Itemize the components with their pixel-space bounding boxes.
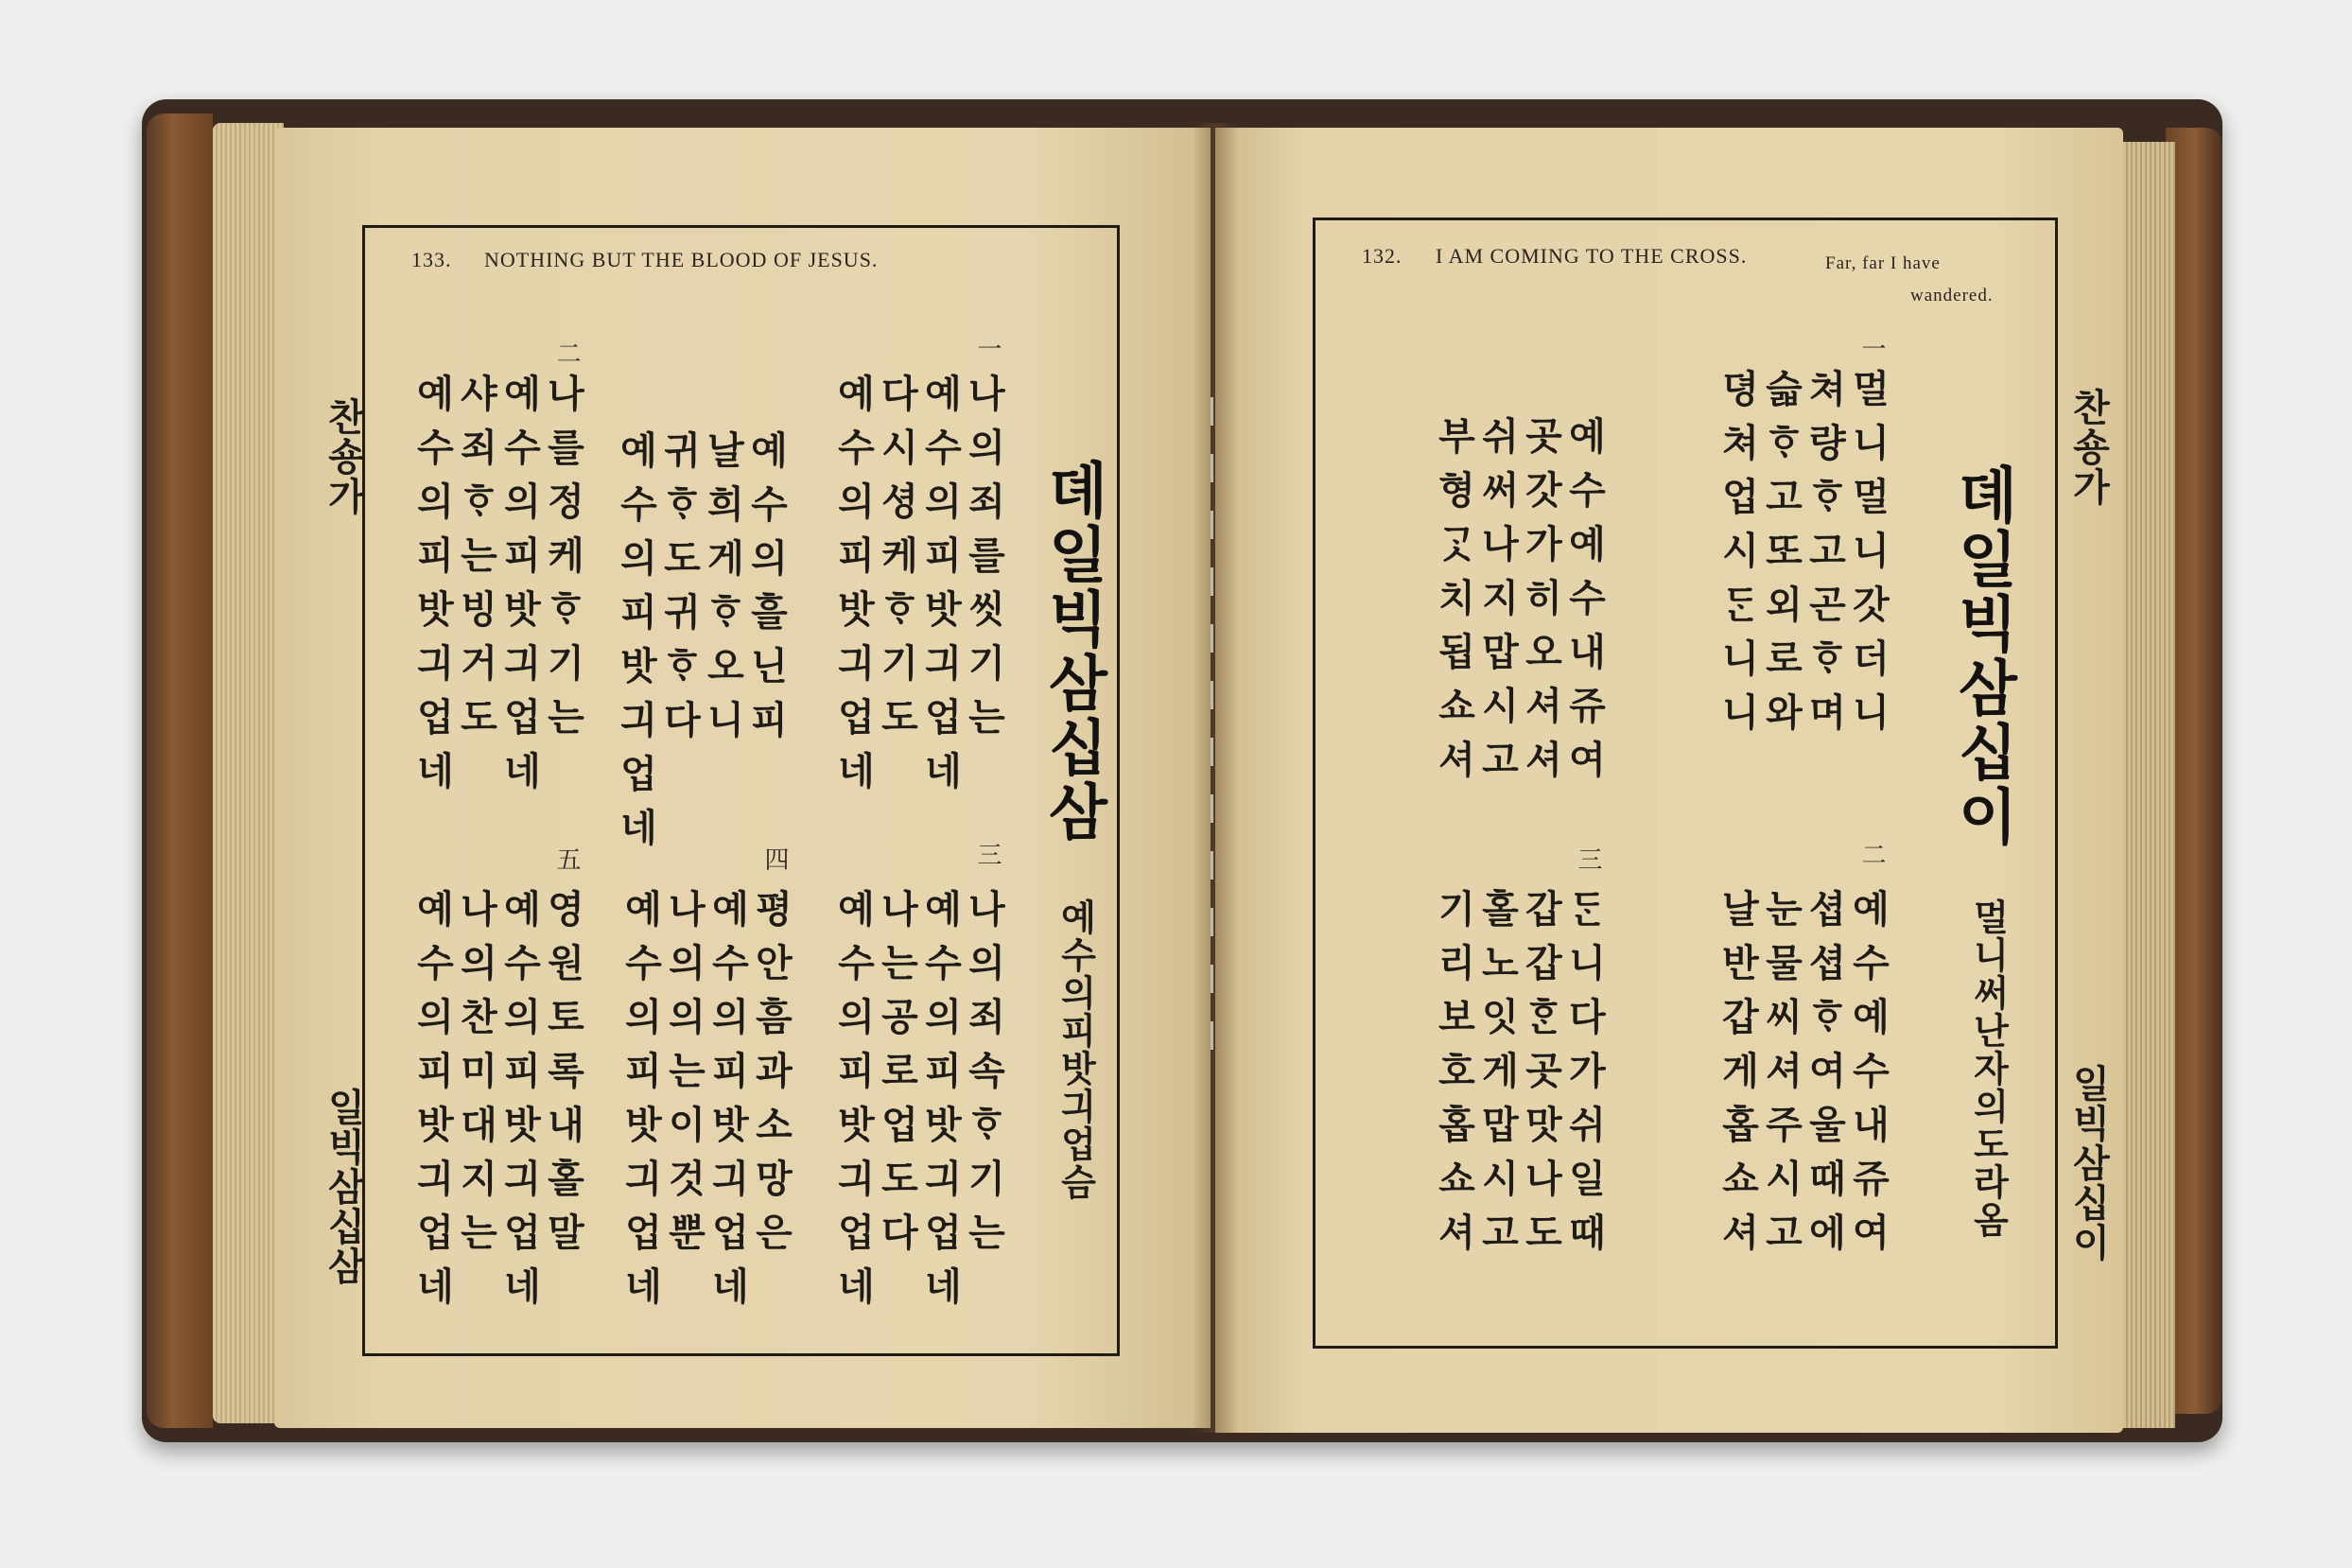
left-header-number: 133.: [411, 248, 452, 271]
right-header-number: 132.: [1362, 244, 1402, 268]
left-header-title: NOTHING BUT THE BLOOD OF JESUS.: [484, 248, 879, 271]
verse-number: 一: [973, 336, 1002, 360]
verse-line: 멀니멀니갓더니: [1846, 369, 1890, 746]
verse-line: 예수예수내쥬여: [1562, 416, 1606, 793]
right-margin-bottom: 일빅삼십이: [2066, 1064, 2110, 1263]
left-hymn-subtitle: 예수의피밧긔업슴: [1054, 898, 1096, 1201]
verse-line: 나의죄속ᄒᆞ기는: [962, 889, 1005, 1266]
book-gutter: [1192, 123, 1239, 1433]
verse-line: 예수의피밧긔업네: [410, 889, 454, 1320]
right-margin-top: 찬숑가: [2066, 388, 2110, 507]
verse-line: 다시셩케ᄒᆞ기도: [875, 374, 918, 751]
right-hymn-subtitle: 멀니써난자의도라옴: [1967, 898, 2009, 1239]
verse-line: 뎡쳐업시ᄃᆞᆫ니니: [1716, 369, 1759, 746]
verse-line: 예수의피밧긔업네: [410, 374, 454, 805]
right-header-note-2: wandered.: [1910, 286, 1994, 305]
cover-edge-left: [147, 113, 213, 1428]
verse-line: 예수예수내쥬여: [1846, 889, 1890, 1266]
right-hymn-title: 뎨일빅삼십이: [1947, 463, 2017, 849]
verse-line: 영원토록내홀말: [541, 889, 584, 1266]
right-header-title: I AM COMING TO THE CROSS.: [1436, 244, 1748, 268]
binding-thread: [1211, 397, 1213, 1059]
verse-line: 예수의피밧긔업네: [497, 889, 541, 1320]
verse-line: 곳갓가히오셔셔: [1519, 416, 1562, 793]
verse-line: 예수의피밧긔업네: [831, 374, 875, 805]
verse-line: 나를정케ᄒᆞ기는: [541, 374, 584, 751]
verse-line: 예수의피밧긔업네: [706, 889, 749, 1320]
verse-line: 예수의피밧긔업네: [831, 889, 875, 1320]
verse-number: 二: [1857, 842, 1886, 866]
verse-line: 나는공로업도다: [875, 889, 918, 1266]
verse-line: 날반갑게홉쇼셔: [1716, 889, 1759, 1266]
verse-line: 예수의피밧긔업네: [918, 374, 962, 805]
verse-number: 四: [760, 846, 789, 871]
left-margin-top: 찬숑가: [322, 397, 365, 516]
verse-line: 눈물씨셔주시고: [1759, 889, 1803, 1266]
verse-line: 예수의피밧긔업네: [918, 889, 962, 1320]
verse-line: 예수의흘닌피: [744, 430, 788, 754]
verse-number: 二: [552, 340, 581, 365]
left-hymn-title: 뎨일빅삼십삼: [1037, 459, 1107, 845]
left-margin-bottom: 일빅삼십삼: [322, 1088, 365, 1286]
verse-line: ᄃᆞᆫ니다가쉬일때: [1562, 889, 1606, 1266]
verse-number: 一: [1857, 336, 1886, 360]
verse-number: 三: [1574, 846, 1602, 871]
verse-line: 예수의피밧긔업네: [614, 430, 657, 862]
verse-line: 평안흠과소망은: [749, 889, 793, 1266]
verse-line: 홀노잇게맙시고: [1475, 889, 1519, 1266]
verse-number: 五: [552, 846, 581, 871]
verse-line: 부형ᄀᆞᆺ치됩쇼셔: [1432, 416, 1475, 793]
verse-line: 기리보호홉쇼셔: [1432, 889, 1475, 1266]
verse-line: 나의의는이것뿐: [662, 889, 706, 1266]
verse-line: 날희게ᄒᆞ오니: [701, 430, 744, 754]
verse-line: 나의죄를씻기는: [962, 374, 1005, 751]
page-stack-left: [213, 123, 284, 1423]
verse-line: 예수의피밧긔업네: [618, 889, 662, 1320]
verse-line: 셥셥ᄒᆞ여울때에: [1803, 889, 1846, 1266]
verse-line: 갑갑ᄒᆞᆫ곳맛나도: [1519, 889, 1562, 1266]
verse-line: 쳐량ᄒᆞ고곤ᄒᆞ며: [1803, 369, 1846, 746]
verse-line: 귀ᄒᆞ도귀ᄒᆞ다: [657, 430, 701, 754]
verse-number: 三: [973, 842, 1002, 866]
verse-line: 예수의피밧긔업네: [497, 374, 541, 805]
verse-line: 샤죄ᄒᆞ는빙거도: [454, 374, 497, 751]
right-header-note-1: Far, far I have: [1825, 253, 1941, 273]
verse-line: 쉬써나지맙시고: [1475, 416, 1519, 793]
verse-line: 슯ᄒᆞ고또외로와: [1759, 369, 1803, 746]
verse-line: 나의찬미대지는: [454, 889, 497, 1266]
